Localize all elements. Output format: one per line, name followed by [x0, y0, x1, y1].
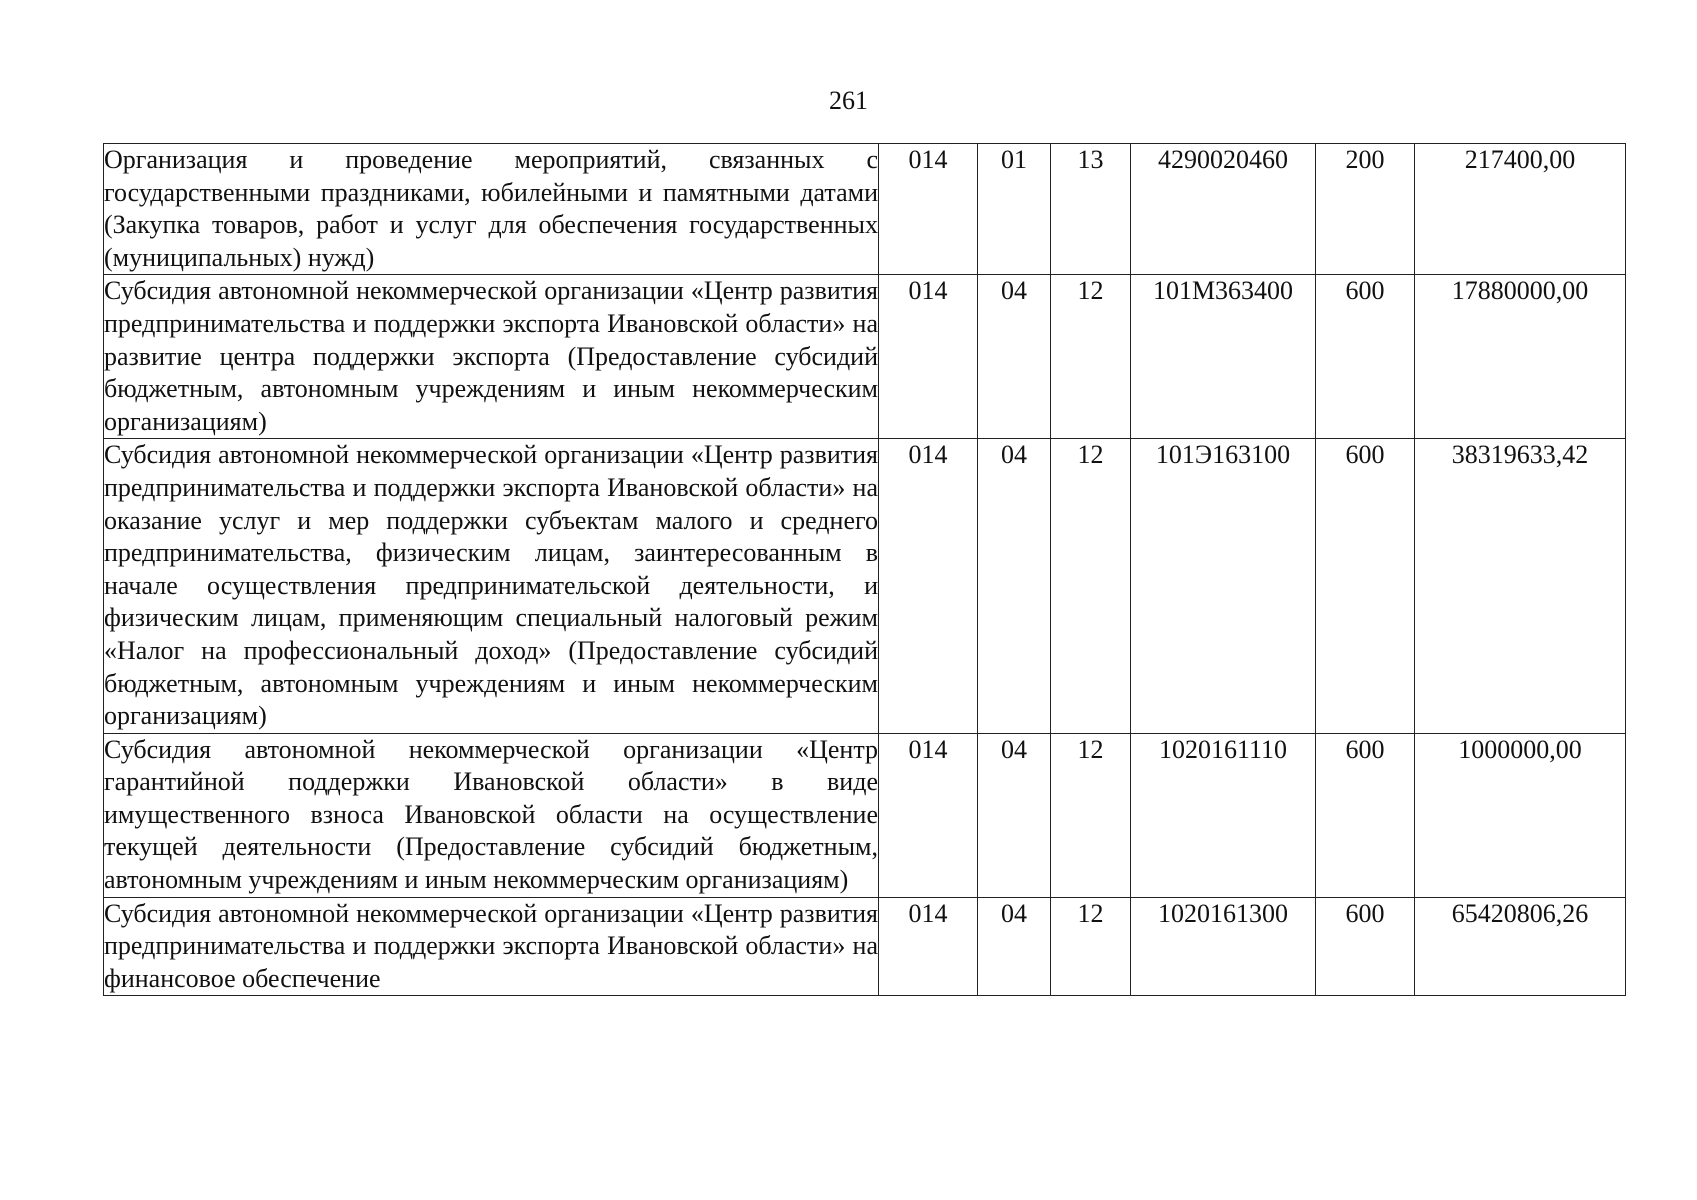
- admin-code: 014: [908, 734, 948, 764]
- table-row: [104, 897, 1626, 996]
- subsection-code: 13: [1077, 145, 1104, 174]
- row-description: Субсидия автономной некоммерческой организации «Центр развития предпринимательства и поддержки экспорта Ивановской области» на развитие центра поддержки экспорта (Предоставление субсидий бюджетным, автономным учреждениям и иным некоммерческим организациям): [104, 276, 878, 436]
- expense-type-cell: [1316, 275, 1415, 439]
- subsection-cell: [1051, 275, 1131, 439]
- row-description-cell: [104, 144, 879, 275]
- row-description-cell: [104, 275, 879, 439]
- expense-type-code: 600: [1345, 440, 1385, 470]
- amount-cell: [1415, 897, 1626, 996]
- admin-code-cell: [879, 144, 978, 275]
- admin-code-cell: [879, 275, 978, 439]
- amount-cell: [1415, 439, 1626, 733]
- amount-value: 217400,00: [1464, 145, 1576, 174]
- subsection-code: 12: [1077, 898, 1104, 928]
- section-cell: [978, 144, 1051, 275]
- target-article-code: 101Э163100: [1155, 440, 1291, 470]
- subsection-code: 12: [1077, 734, 1104, 764]
- target-article-code: 4290020460: [1158, 145, 1288, 174]
- admin-code: 014: [908, 898, 948, 928]
- section-code: 04: [1001, 276, 1027, 306]
- subsection-cell: [1051, 439, 1131, 733]
- admin-code-cell: [879, 439, 978, 733]
- target-article-cell: [1131, 144, 1316, 275]
- table-row: [104, 733, 1626, 897]
- budget-table: [103, 143, 1626, 996]
- target-article-cell: [1131, 439, 1316, 733]
- section-code: 01: [1001, 145, 1027, 174]
- amount-value: 1000000,00: [1458, 734, 1582, 764]
- subsection-cell: [1051, 897, 1131, 996]
- amount-cell: [1415, 144, 1626, 275]
- admin-code-cell: [879, 897, 978, 996]
- admin-code: 014: [908, 276, 948, 306]
- subsection-code: 12: [1077, 440, 1104, 470]
- section-cell: [978, 439, 1051, 733]
- target-article-cell: [1131, 733, 1316, 897]
- row-description: Субсидия автономной некоммерческой организации «Центр развития предпринимательства и поддержки экспорта Ивановской области» на финансовое обеспечение: [104, 898, 878, 993]
- table-row: [104, 439, 1626, 733]
- table-row: [104, 144, 1626, 275]
- expense-type-code: 600: [1345, 734, 1385, 764]
- subsection-code: 12: [1077, 276, 1104, 306]
- row-description-cell: [104, 733, 879, 897]
- expense-type-cell: [1316, 897, 1415, 996]
- amount-value: 38319633,42: [1451, 440, 1589, 470]
- expense-type-code: 600: [1345, 276, 1385, 306]
- section-code: 04: [1001, 898, 1027, 928]
- section-cell: [978, 897, 1051, 996]
- target-article-code: 1020161110: [1158, 734, 1288, 764]
- page-number: [0, 86, 1697, 116]
- subsection-cell: [1051, 733, 1131, 897]
- row-description: Субсидия автономной некоммерческой организации «Центр гарантийной поддержки Ивановской области» в виде имущественного взноса Ивановской области на осуществление текущей деятельности (Предоставление субсидий бюджетным, автономным учреждениям и иным некоммерческим организациям): [104, 734, 878, 895]
- amount-cell: [1415, 733, 1626, 897]
- admin-code: 014: [908, 440, 948, 470]
- amount-value: 65420806,26: [1451, 898, 1589, 928]
- target-article-cell: [1131, 275, 1316, 439]
- admin-code-cell: [879, 733, 978, 897]
- section-code: 04: [1001, 440, 1027, 470]
- row-description: Организация и проведение мероприятий, связанных с государственными праздниками, юбилейными и памятными датами (Закупка товаров, работ и услуг для обеспечения государственных (муниципальных) нужд): [104, 145, 878, 272]
- expense-type-code: 200: [1345, 145, 1385, 174]
- table-row: [104, 275, 1626, 439]
- target-article-cell: [1131, 897, 1316, 996]
- admin-code: 014: [908, 145, 948, 174]
- amount-value: 17880000,00: [1451, 276, 1589, 306]
- section-cell: [978, 733, 1051, 897]
- expense-type-cell: [1316, 144, 1415, 275]
- section-cell: [978, 275, 1051, 439]
- row-description-cell: [104, 897, 879, 996]
- page-number-text: 261: [829, 86, 868, 115]
- row-description-cell: [104, 439, 879, 733]
- target-article-code: 101М363400: [1152, 276, 1294, 306]
- target-article-code: 1020161300: [1158, 898, 1288, 928]
- section-code: 04: [1001, 734, 1027, 764]
- row-description: Субсидия автономной некоммерческой организации «Центр развития предпринимательства и поддержки экспорта Ивановской области» на оказание услуг и мер поддержки субъектам малого и среднего предпринимательства, физическим лицам, заинтересованным в начале осуществления предпринимательской деятельности, и физическим лицам, применяющим специальный налоговый режим «Налог на профессиональный доход» (Предоставление субсидий бюджетным, автономным учреждениям и иным некоммерческим организациям): [104, 440, 878, 731]
- amount-cell: [1415, 275, 1626, 439]
- expense-type-code: 600: [1345, 898, 1385, 928]
- subsection-cell: [1051, 144, 1131, 275]
- expense-type-cell: [1316, 439, 1415, 733]
- expense-type-cell: [1316, 733, 1415, 897]
